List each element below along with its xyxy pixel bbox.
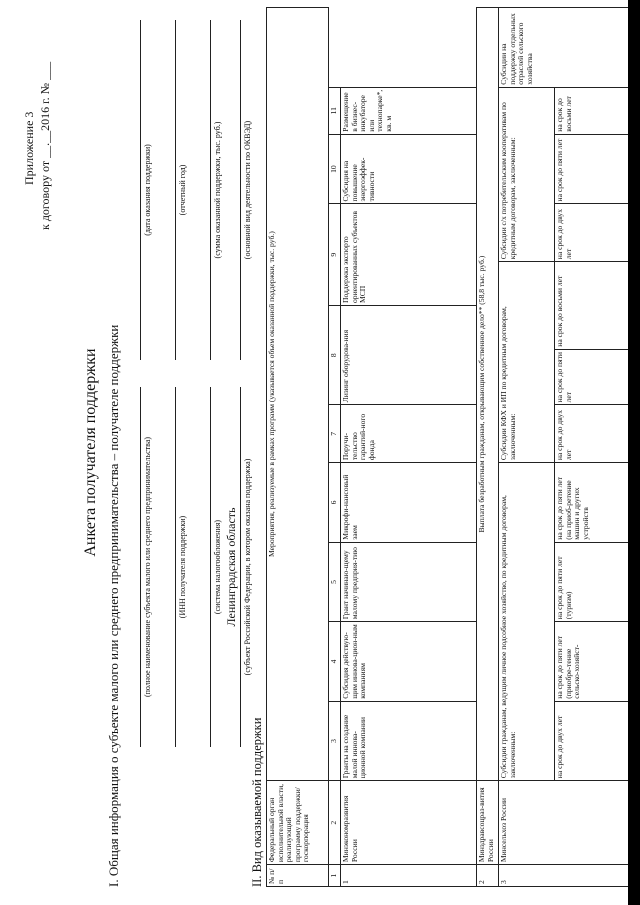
row1-cell-5: Грант начинаю-щему малому предприя-тию (341, 542, 477, 622)
col-num-6: 6 (329, 463, 341, 543)
row1-num: 1 (341, 865, 477, 887)
row2-num: 2 (477, 865, 499, 887)
row1-cell-6: Микрофи-нансовый заем (341, 463, 477, 543)
support-date-line (140, 20, 141, 360)
row1-cell-11: Размещение в бизнес-инкубаторе или технопарке*, кв. м (341, 87, 477, 134)
col-num-5: 5 (329, 542, 341, 622)
row1-cell-4: Субсидия действую-щим иннова-цион-ным компаниям (341, 622, 477, 702)
header-events: Мероприятия, реализуемые в рамках программ (указывается объем оказанной поддержки, тыс. руб.) (267, 8, 329, 781)
row3-sub-8: на срок до двух лет (555, 204, 640, 262)
region-value: Ленинградская область (224, 507, 238, 627)
section1-heading: I. Общая информация о субъекте малого или среднего предпринимательства – получателе поддержки (106, 324, 121, 887)
row2-org: Минздравсоцраз-вития России (477, 781, 499, 865)
scan-edge-bar (628, 0, 640, 905)
support-table (266, 7, 640, 887)
row3-sub-4: на срок до пяти лет (на приоб-ретение машин и других устройств (555, 463, 640, 543)
row1-cell-8: Лизинг оборудова-ния (341, 306, 477, 405)
row3-group-1: Субсидии гражданам, ведущим личное подсобное хозяйство, по кредитным договорам, заключенным: (499, 463, 555, 781)
support-date-caption: (дата оказания поддержки) (143, 144, 152, 236)
col-num-1: 1 (329, 865, 341, 887)
tax-system-caption: (система налогообложения) (213, 519, 222, 615)
row3-sub-2: на срок до пяти лет (приобре-тение сельско-хозяйст- (555, 622, 640, 702)
header-num: № п/п (267, 865, 329, 887)
row3-sub-9: на срок до пяти лет (555, 134, 640, 204)
col-num-9: 9 (329, 204, 341, 306)
row3-group-2: Субсидии КФХ и ИП по кредитным договорам, заключенным: (499, 262, 555, 463)
okved-caption: (основной вид деятельности по ОКВЭД) (243, 120, 252, 260)
row3-group-4: Субсидии на поддержку отдельных отраслей сельского хозяйства (499, 8, 640, 88)
col-num-8: 8 (329, 306, 341, 405)
inn-caption: (ИНН получателя поддержки) (178, 515, 187, 619)
row3-sub-10: на срок до восьми лет (555, 87, 640, 134)
col-num-2: 2 (329, 781, 341, 865)
form-title: Анкета получателя поддержки (82, 348, 99, 557)
row1-cell-10: Субсидия на повышение энергоэффек-тивности (341, 134, 477, 204)
row3-sub-7: на срок до восьми лет (555, 262, 640, 349)
row1-cell-9: Поддержка экспорто ориентированных субъектов МСП (341, 204, 477, 306)
col-num-11: 11 (329, 87, 341, 134)
col-num-10: 10 (329, 134, 341, 204)
row3-org: Минсельхоз России (499, 781, 640, 865)
row3-sub-6: на срок до пяти лет (555, 349, 640, 405)
region-caption: (субъект Российской Федерации, в котором оказана поддержка) (243, 458, 252, 676)
section2-heading: II. Вид оказываемой поддержки (250, 717, 264, 887)
row1-cell-3: Гранты на создание малой иннова-ционной компании (341, 701, 477, 781)
company-name-caption: (полное наименование субъекта малого или среднего предпринимательства) (143, 436, 152, 698)
col-num-3: 3 (329, 701, 341, 781)
header-org: Федеральный орган исполнительной власти, реализующий программу поддержки/ госкорпорация (267, 781, 329, 865)
row3-sub-5: на срок до двух лет (555, 405, 640, 463)
report-year-caption: (отчетный год) (178, 164, 187, 216)
okved-line (240, 20, 241, 360)
company-name-line (140, 387, 141, 747)
appendix-contract: к договору от __.__2016 г. № ___ (38, 61, 52, 230)
row3-num: 3 (499, 865, 640, 887)
region-line (240, 387, 241, 747)
row3-sub-1: на срок до двух лет (555, 701, 640, 781)
col-num-7: 7 (329, 405, 341, 463)
row3-sub-3: на срок до пяти лет (туризм) (555, 542, 640, 622)
row3-group-3: Субсидии с/х потребительским кооперативам по кредитным договорам, заключенным: (499, 87, 555, 262)
inn-line (175, 387, 176, 747)
appendix-title: Приложение 3 (22, 111, 36, 185)
col-num-4: 4 (329, 622, 341, 702)
tax-system-line (210, 387, 211, 747)
row2-text: Выплата безработным гражданам, открывающим собственное дело** (58,8 тыс. руб.) (477, 8, 499, 781)
support-sum-caption: (сумма оказанной поддержки, тыс. руб.) (213, 121, 222, 259)
support-sum-line (210, 20, 211, 360)
row1-cell-7: Поручи-тельство гарантий-ного фонда (341, 405, 477, 463)
report-year-line (175, 20, 176, 360)
row1-org: Минэкономразвития России (341, 781, 477, 865)
